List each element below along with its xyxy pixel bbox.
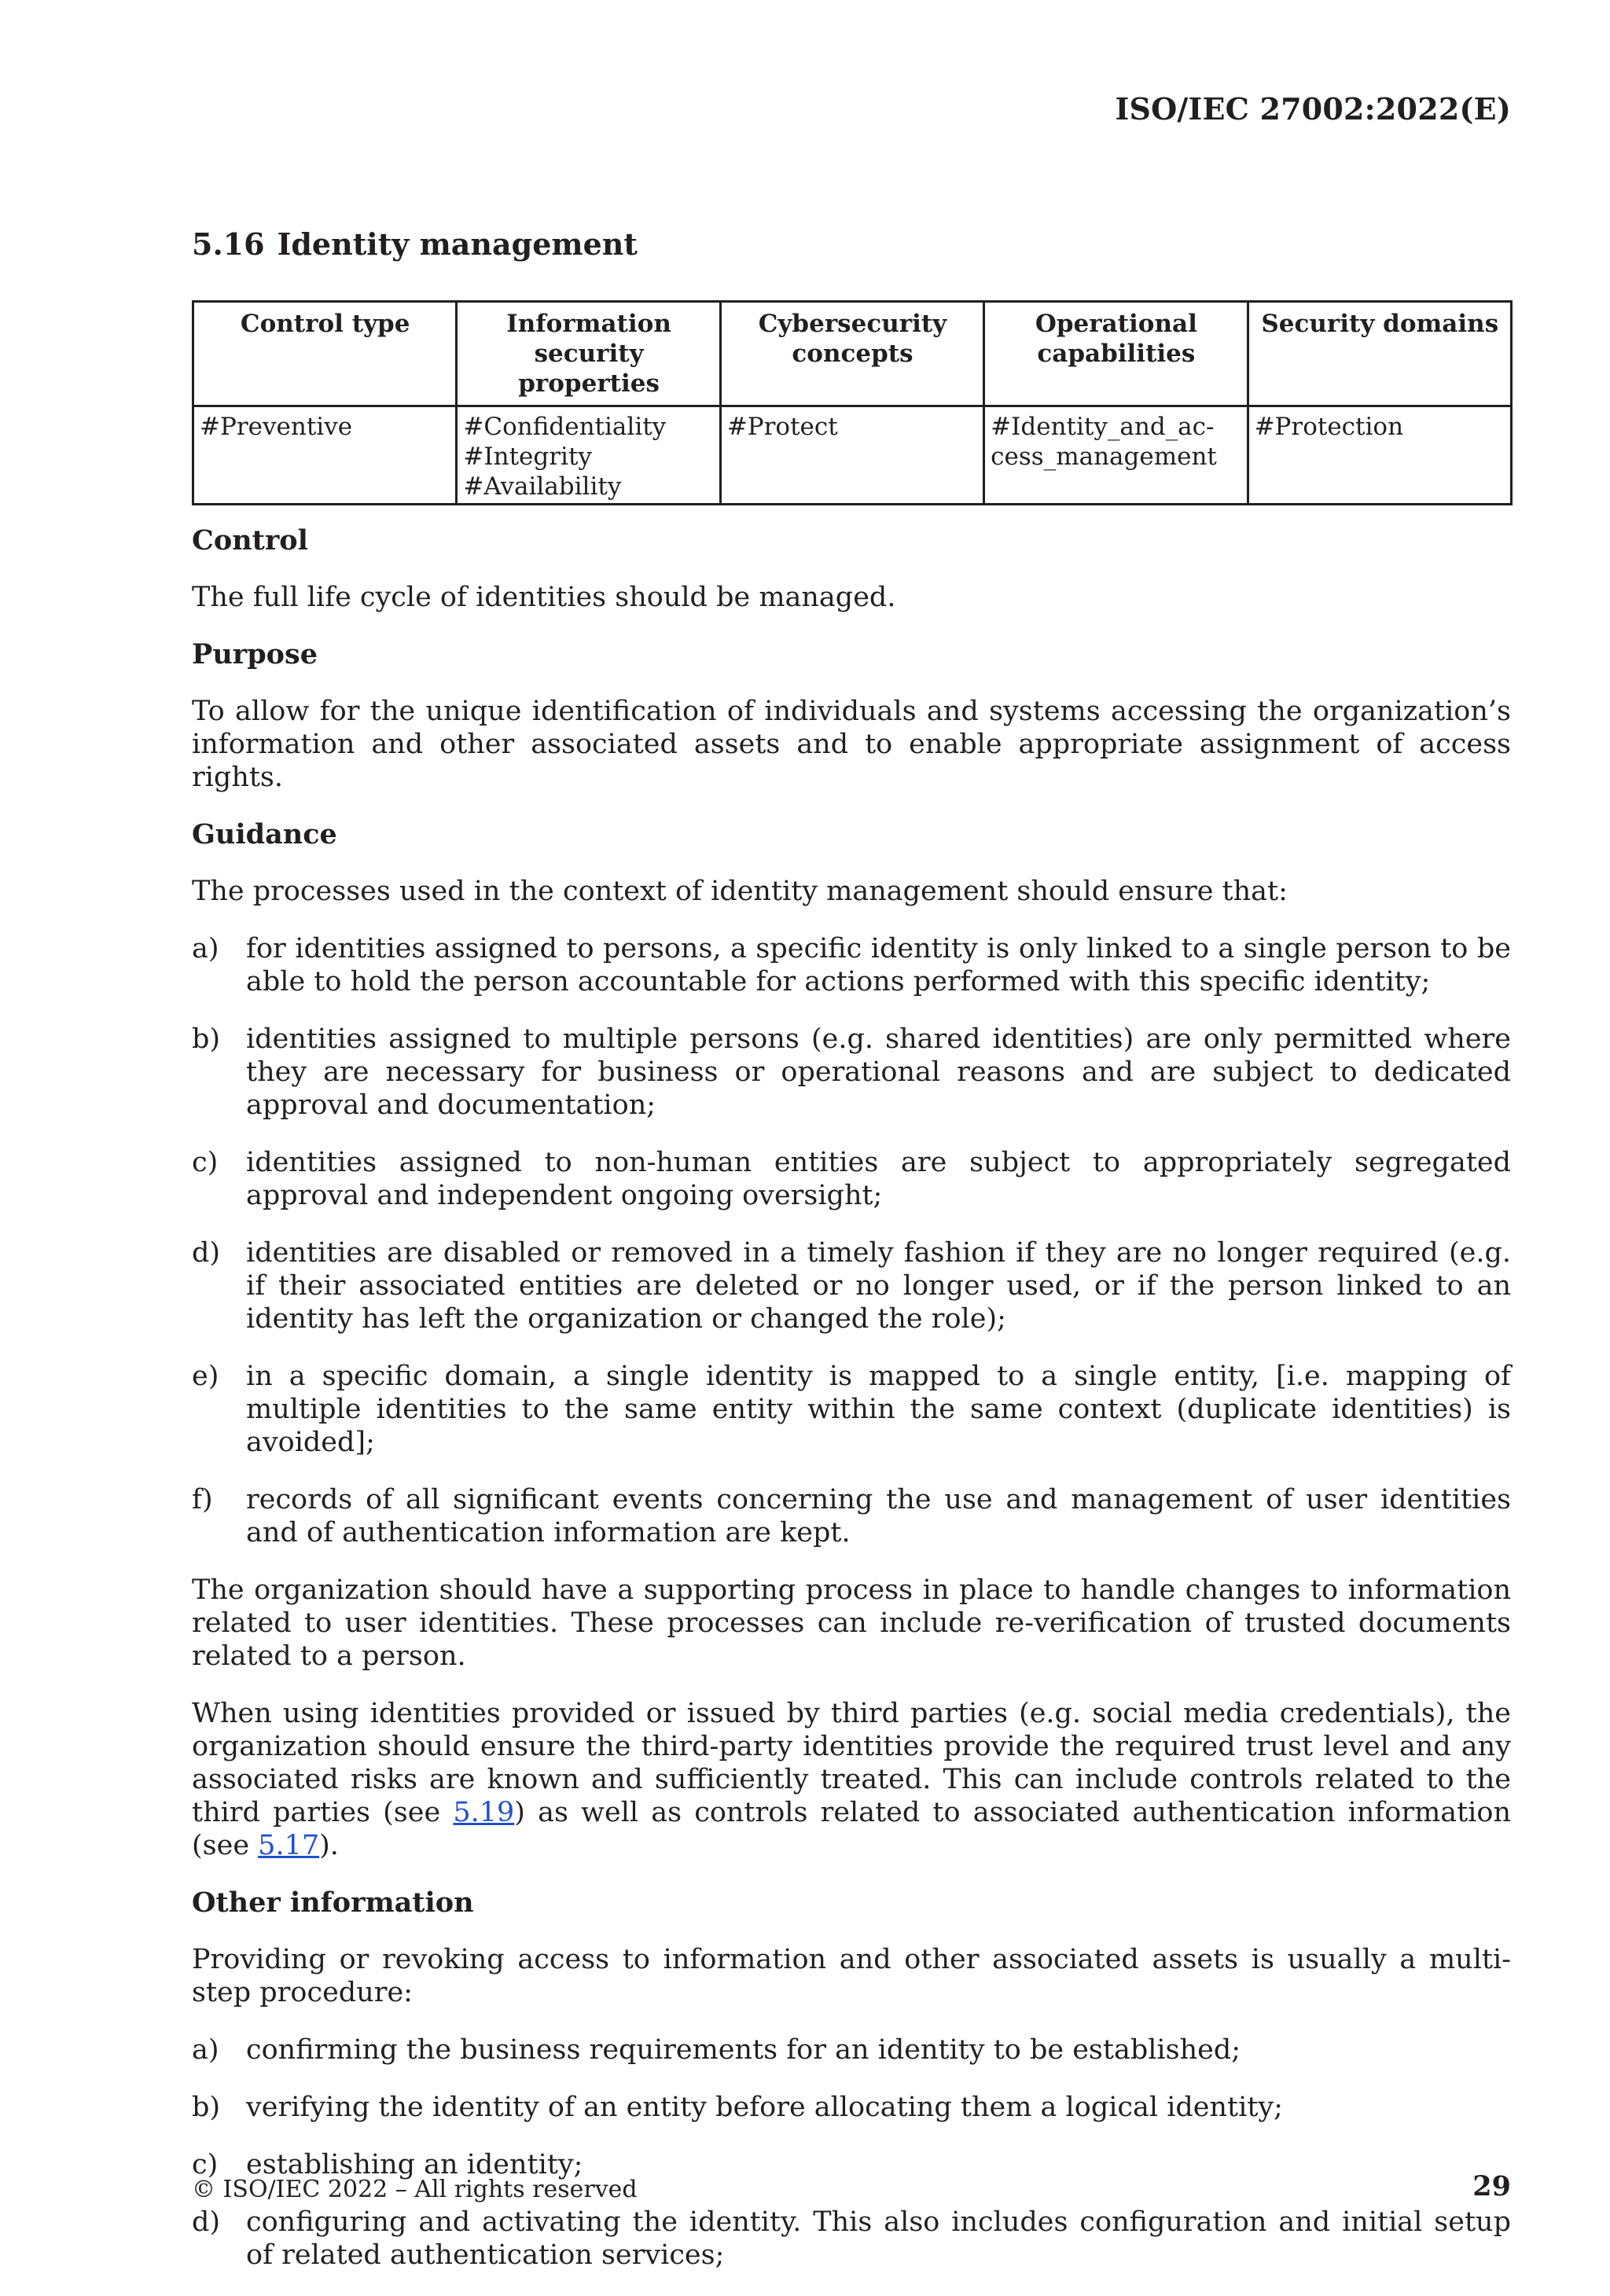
purpose-heading: Purpose — [192, 638, 318, 670]
list-marker: b) — [192, 1023, 221, 1055]
cell-value: #Confidentiality — [463, 413, 667, 441]
paragraph-text: When using identities provided or issued by third parties (e.g. social media credentials), the organization should ensure the third-party identities provide the required trust level and any associated risks are known and sufficiently treated. This can include controls related to the third parties (see — [192, 1698, 1511, 1828]
other-information-heading: Other information — [192, 1886, 474, 1919]
list-item — [192, 2091, 1511, 2124]
cell-value: #Preventive — [200, 413, 353, 441]
section-title: Identity management — [277, 226, 638, 262]
section-number: 5.16 — [192, 226, 265, 262]
guidance-intro: The processes used in the context of identity management should ensure that: — [192, 876, 1288, 907]
other-information-list — [192, 2033, 1511, 2272]
cell-operational-capabilities — [984, 406, 1248, 505]
cell-value: #Availability — [463, 472, 622, 501]
xref-link-5-19[interactable]: 5.19 — [453, 1797, 515, 1828]
header-cybersecurity-concepts: Cybersecurity concepts — [720, 302, 983, 406]
cell-value: #Identity_and_ac- — [991, 413, 1215, 441]
list-item — [192, 1236, 1511, 1335]
list-marker: d) — [192, 2206, 221, 2238]
list-item — [192, 932, 1511, 998]
list-item-text: identities assigned to non-human entities are subject to appropriately segregated approval and independent ongoing oversight; — [246, 1147, 1511, 1211]
list-item — [192, 2033, 1511, 2066]
list-item — [192, 1483, 1511, 1549]
cell-value: #Integrity — [463, 443, 592, 471]
list-item-text: confirming the business requirements for an identity to be established; — [246, 2034, 1241, 2066]
control-heading: Control — [192, 524, 308, 557]
list-item-text: verifying the identity of an entity before allocating them a logical identity; — [246, 2092, 1283, 2123]
cell-control-type — [193, 406, 457, 505]
paragraph-text: ) as well as controls related to associated authentication information (see — [192, 1797, 1511, 1861]
list-marker: d) — [192, 1237, 221, 1269]
list-item-text: identities assigned to multiple persons (e.g. shared identities) are only permitted where they are necessary for business or operational reasons and are subject to dedicated approval and documentation; — [246, 1023, 1511, 1121]
list-marker: a) — [192, 2034, 219, 2066]
table-header-row — [193, 302, 1512, 406]
other-information-intro: Providing or revoking access to information and other associated assets is usually a multi-step procedure: — [192, 1944, 1511, 2008]
list-item — [192, 1023, 1511, 1122]
guidance-paragraph-2 — [192, 1697, 1511, 1862]
list-item-text: configuring and activating the identity. This also includes configuration and initial setup of related authentication services; — [246, 2206, 1511, 2271]
list-item-text: for identities assigned to persons, a specific identity is only linked to a single person to be able to hold the person accountable for actions performed with this specific identity; — [246, 933, 1511, 997]
cell-cybersecurity-concepts — [720, 406, 983, 505]
list-marker: b) — [192, 2092, 221, 2123]
list-item-text: records of all significant events concerning the use and management of user identities and of authentication information are kept. — [246, 1484, 1511, 1548]
header-control-type: Control type — [193, 302, 457, 406]
cell-value: cess_management — [991, 443, 1217, 471]
list-marker: f) — [192, 1484, 213, 1515]
page-content — [192, 222, 1511, 2296]
guidance-heading: Guidance — [192, 818, 337, 850]
list-item — [192, 2206, 1511, 2272]
cell-security-properties — [457, 406, 720, 505]
header-security-properties: Information security properties — [457, 302, 720, 406]
attributes-table — [192, 300, 1513, 505]
cell-value: #Protect — [726, 413, 838, 441]
paragraph-text: ). — [319, 1830, 339, 1861]
list-item — [192, 1146, 1511, 1212]
page-number: 29 — [1472, 2170, 1511, 2202]
list-marker: c) — [192, 2149, 219, 2180]
header-operational-capabilities: Operational capabilities — [984, 302, 1248, 406]
list-item-text: in a specific domain, a single identity is mapped to a single entity, [i.e. mapping of multiple identities to the same entity within the same context (duplicate identities) is avoided]; — [246, 1361, 1511, 1458]
list-marker: e) — [192, 1361, 219, 1392]
cell-security-domains — [1248, 406, 1511, 505]
guidance-paragraph-1: The organization should have a supporting process in place to handle changes to information related to user identities. These processes can include re-verification of trusted documents related to a person. — [192, 1574, 1511, 1672]
list-item-text: identities are disabled or removed in a timely fashion if they are no longer required (e.g. if their associated entities are deleted or no longer used, or if the person linked to an identity has left the organization or changed the role); — [246, 1237, 1511, 1335]
cell-value: #Protection — [1254, 413, 1404, 441]
copyright-notice: © ISO/IEC 2022 – All rights reserved — [192, 2176, 638, 2203]
list-marker: a) — [192, 933, 219, 964]
header-security-domains: Security domains — [1248, 302, 1511, 406]
standard-designation: ISO/IEC 27002:2022(E) — [1115, 91, 1511, 127]
section-heading — [192, 222, 1511, 267]
purpose-text: To allow for the unique identification of individuals and systems accessing the organization’s information and other associated assets and to enable appropriate assignment of access rights. — [192, 696, 1511, 793]
table-row — [193, 406, 1512, 505]
xref-link-5-17[interactable]: 5.17 — [258, 1830, 320, 1861]
guidance-list — [192, 932, 1511, 1549]
control-text: The full life cycle of identities should be managed. — [192, 582, 896, 613]
list-item — [192, 1360, 1511, 1459]
list-marker: c) — [192, 1147, 219, 1178]
list-item-text: establishing an identity; — [246, 2149, 583, 2180]
